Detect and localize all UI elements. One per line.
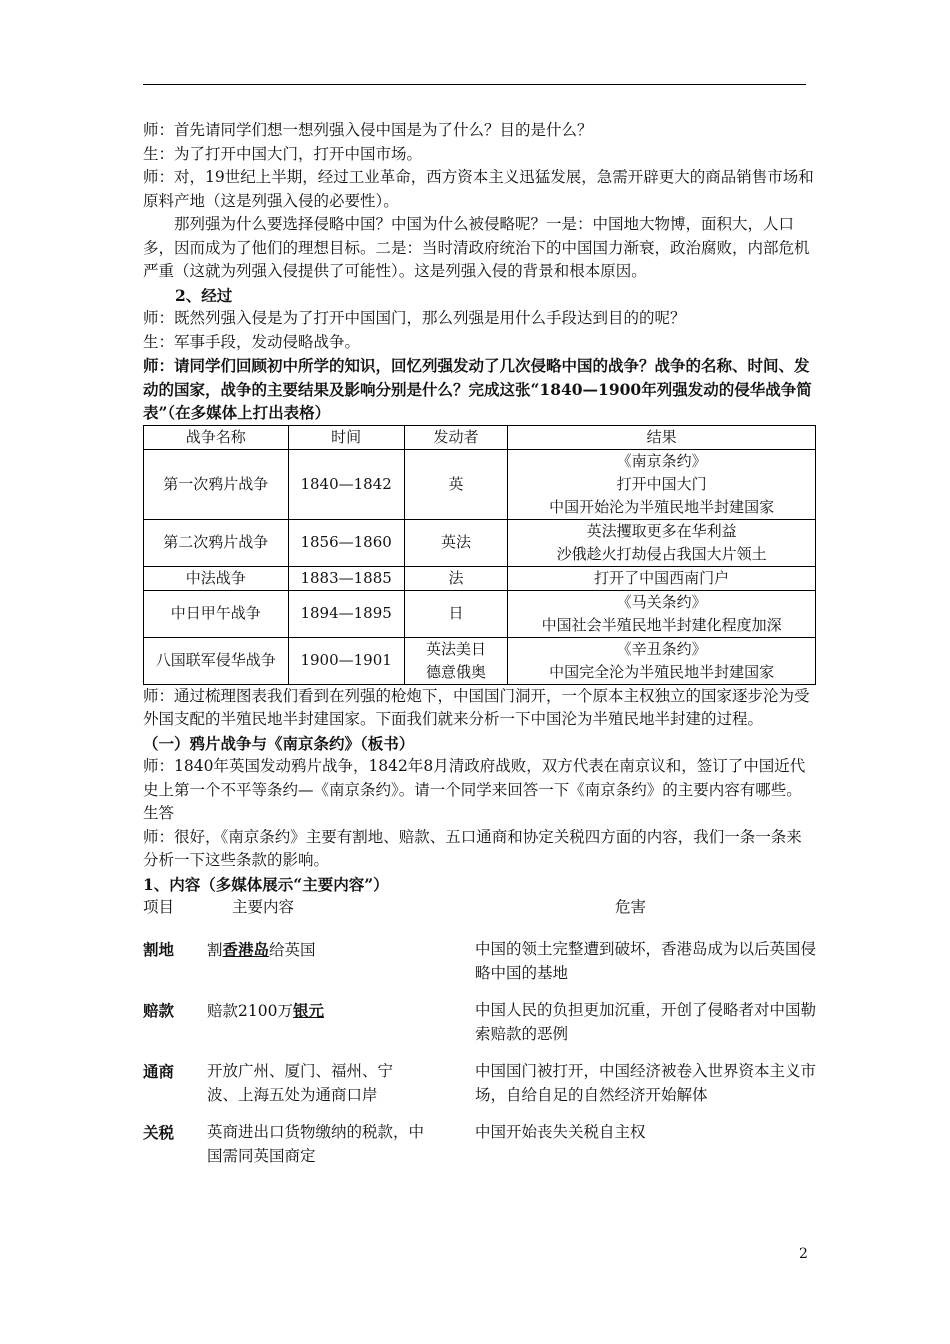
treaty-header-item: 项目 <box>143 898 175 916</box>
header-cell: 发动者 <box>404 425 508 449</box>
treaty-row <box>143 1121 816 1168</box>
treaty-header-row <box>143 896 816 938</box>
war-result: 打开了中国西南门户 <box>508 566 816 590</box>
war-initiator: 英法美日 德意俄奥 <box>404 637 508 684</box>
war-time: 1894—1895 <box>288 590 404 637</box>
table-row <box>144 449 816 519</box>
treaty-harm: 中国国门被打开，中国经济被卷入世界资本主义市场，自给自足的自然经济开始解体 <box>475 1062 817 1104</box>
treaty-content: 赔款2100万银元 <box>207 1001 324 1020</box>
header-cell: 时间 <box>288 425 404 449</box>
header-cell: 战争名称 <box>144 425 289 449</box>
treaty-harm: 中国人民的负担更加沉重，开创了侵略者对中国勒索赔款的恶例 <box>475 1001 817 1043</box>
table-row <box>144 590 816 637</box>
treaty-item: 割地 <box>143 940 175 959</box>
treaty-row <box>143 1060 816 1107</box>
paragraph: 生答 <box>143 804 175 822</box>
paragraph-bold: 师：请同学们回顾初中所学的知识，回忆列强发动了几次侵略中国的战争？战争的名称、时间、发动的国家，战争的主要结果及影响分别是什么？完成这张“1840—1900年列强发动的侵华战争简表”（在多媒体上打出表格） <box>143 356 812 422</box>
war-time: 1840—1842 <box>288 449 404 519</box>
treaty-item: 通商 <box>143 1062 175 1081</box>
war-time: 1883—1885 <box>288 566 404 590</box>
treaty-harm: 中国开始丧失关税自主权 <box>475 1123 646 1141</box>
section-heading: 1、内容（多媒体展示“主要内容”） <box>143 874 389 894</box>
treaty-header-content: 主要内容 <box>232 898 295 916</box>
war-result: 《辛丑条约》 中国完全沦为半殖民地半封建国家 <box>508 637 816 684</box>
treaty-content: 割香港岛给英国 <box>207 940 316 959</box>
war-time: 1856—1860 <box>288 519 404 566</box>
war-name: 第二次鸦片战争 <box>144 519 289 566</box>
paragraph: 师：首先请同学们想一想列强入侵中国是为了什么？目的是什么？ <box>143 121 593 139</box>
table-row <box>144 519 816 566</box>
war-result: 《南京条约》 打开中国大门 中国开始沦为半殖民地半封建国家 <box>508 449 816 519</box>
paragraph: 师：既然列强入侵是为了打开中国国门，那么列强是用什么手段达到目的的呢？ <box>143 309 686 327</box>
war-table <box>143 425 816 685</box>
treaty-item: 赔款 <box>143 1001 175 1020</box>
war-initiator: 日 <box>404 590 508 637</box>
document-body <box>143 119 816 1168</box>
treaty-item: 关税 <box>143 1123 175 1142</box>
section-heading: （一）鸦片战争与《南京条约》（板书） <box>143 733 415 753</box>
war-name: 第一次鸦片战争 <box>144 449 289 519</box>
war-initiator: 英法 <box>404 519 508 566</box>
treaty-header-harm: 危害 <box>615 898 647 916</box>
treaty-content: 开放广州、厦门、福州、宁波、上海五处为通商口岸 <box>207 1062 394 1104</box>
paragraph: 师：很好，《南京条约》主要有割地、赔款、五口通商和协定关税四方面的内容，我们一条一条来分析一下这些条款的影响。 <box>143 827 802 869</box>
treaty-table <box>143 896 816 1168</box>
treaty-harm: 中国的领土完整遭到破坏，香港岛成为以后英国侵略中国的基地 <box>475 940 817 982</box>
war-initiator: 英 <box>404 449 508 519</box>
table-row <box>144 566 816 590</box>
header-cell: 结果 <box>508 425 816 449</box>
header-rule <box>143 84 806 85</box>
paragraph: 生：为了打开中国大门，打开中国市场。 <box>143 144 423 163</box>
war-name: 中法战争 <box>144 566 289 590</box>
war-table-header <box>144 425 816 449</box>
treaty-row <box>143 999 816 1046</box>
table-row <box>144 637 816 684</box>
paragraph: 师：1840年英国发动鸦片战争，1842年8月清政府战败，双方代表在南京议和，签订了中国近代史上第一个不平等条约—《南京条约》。请一个同学来回答一下《南京条约》的主要内容有哪些。 <box>143 757 806 799</box>
war-name: 八国联军侵华战争 <box>144 637 289 684</box>
treaty-row <box>143 938 816 985</box>
paragraph: 师：通过梳理图表我们看到在列强的枪炮下，中国国门洞开，一个原本主权独立的国家逐步沦为受外国支配的半殖民地半封建国家。下面我们就来分析一下中国沦为半殖民地半封建的过程。 <box>143 686 810 728</box>
war-time: 1900—1901 <box>288 637 404 684</box>
treaty-content: 英商进出口货物缴纳的税款，中国需同英国商定 <box>207 1123 425 1165</box>
paragraph: 生：军事手段，发动侵略战争。 <box>143 332 361 351</box>
section-heading: 2、经过 <box>175 285 233 305</box>
war-result: 英法攫取更多在华利益 沙俄趁火打劫侵占我国大片领土 <box>508 519 816 566</box>
paragraph: 师：对，19世纪上半期，经过工业革命，西方资本主义迅猛发展，急需开辟更大的商品销售市场和原料产地（这是列强入侵的必要性）。 <box>143 168 814 210</box>
war-name: 中日甲午战争 <box>144 590 289 637</box>
paragraph: 那列强为什么要选择侵略中国？中国为什么被侵略呢？一是：中国地大物博，面积大，人口多，因而成为了他们的理想目标。二是：当时清政府统治下的中国国力渐衰，政治腐败，内部危机严重（这就为列强入侵提供了可能性）。这是列强入侵的背景和根本原因。 <box>143 215 810 280</box>
war-initiator: 法 <box>404 566 508 590</box>
war-result: 《马关条约》 中国社会半殖民地半封建化程度加深 <box>508 590 816 637</box>
page-number: 2 <box>799 1246 808 1262</box>
